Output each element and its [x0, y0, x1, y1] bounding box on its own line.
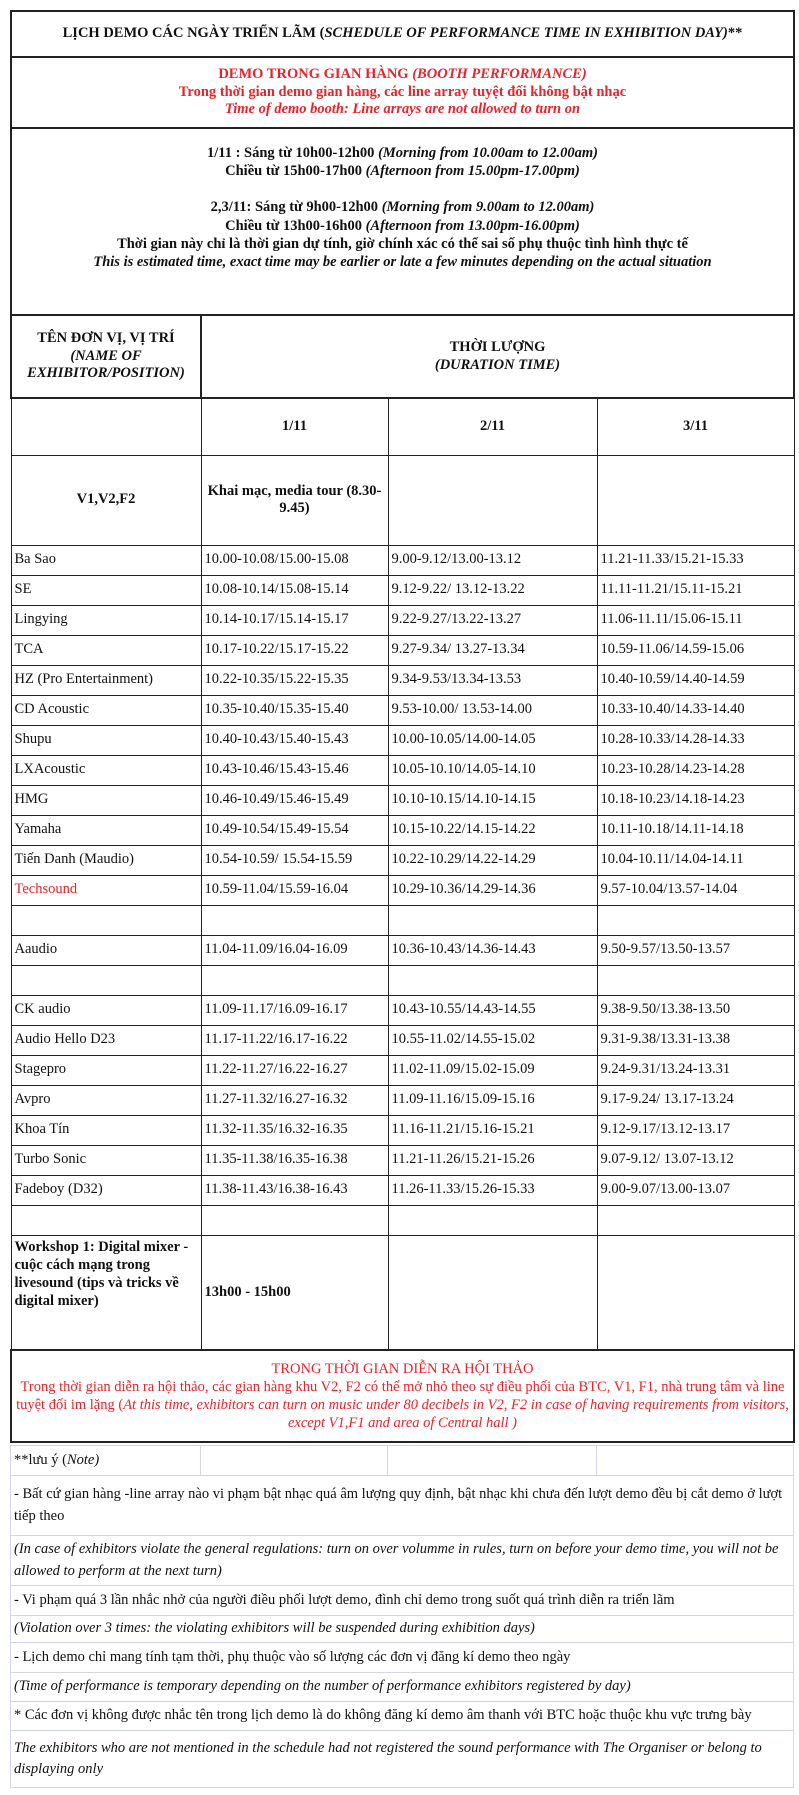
time-slot-d1: 11.27-11.32/16.27-16.32 — [201, 1085, 388, 1115]
exhibitor-row — [11, 965, 794, 995]
exhibitor-row — [11, 1115, 794, 1145]
exhibitor-row — [11, 1145, 794, 1175]
exhibitor-row — [11, 1055, 794, 1085]
time-slot-d1 — [201, 965, 388, 995]
booth-performance-section — [11, 57, 794, 128]
note-text: - Lịch demo chỉ mang tính tạm thời, phụ thuộc vào số lượng các đơn vị đăng kí demo theo ngày — [11, 1643, 794, 1673]
opening-row-name: V1,V2,F2 — [11, 455, 201, 545]
time-slot-d3 — [597, 965, 794, 995]
title-vi: LỊCH DEMO CÁC NGÀY TRIỂN LÃM ( — [62, 25, 325, 42]
exhibitor-name: Fadeboy (D32) — [11, 1175, 201, 1205]
time-slot-d1: 10.40-10.43/15.40-15.43 — [201, 725, 388, 755]
date-header-day2: 2/11 — [388, 398, 597, 455]
time-slot-d3 — [597, 905, 794, 935]
exhibitor-row — [11, 935, 794, 965]
opening-row-day2 — [388, 455, 597, 545]
exhibitor-name: Yamaha — [11, 815, 201, 845]
title-en: SCHEDULE OF PERFORMANCE TIME IN EXHIBITION DAY) — [324, 25, 728, 42]
exhibitor-header-vi: TÊN ĐƠN VỊ, VỊ TRÍ — [37, 330, 175, 347]
time-slot-d2: 10.15-10.22/14.15-14.22 — [388, 815, 597, 845]
time-slot-d2: 10.22-10.29/14.22-14.29 — [388, 845, 597, 875]
time-slot-d1: 11.22-11.27/16.22-16.27 — [201, 1055, 388, 1085]
exhibitor-name: CD Acoustic — [11, 695, 201, 725]
time-slot-d1: 11.17-11.22/16.17-16.22 — [201, 1025, 388, 1055]
day1-afternoon-en: (Afternoon from 15.00pm-17.00pm) — [365, 163, 580, 180]
exhibitor-name: SE — [11, 575, 201, 605]
duration-column-header — [201, 315, 794, 398]
exhibitor-row — [11, 1025, 794, 1055]
exhibitor-name: HZ (Pro Entertainment) — [11, 665, 201, 695]
time-slot-d2: 9.00-9.12/13.00-13.12 — [388, 545, 597, 575]
note-text: * Các đơn vị không được nhắc tên trong lịch demo là do không đăng kí demo âm thanh với BTC hoặc thuộc khu vực trưng bày — [11, 1702, 794, 1731]
day1-morning-en: (Morning from 10.00am to 12.00am) — [378, 145, 598, 161]
time-slot-d1: 10.54-10.59/ 15.54-15.59 — [201, 845, 388, 875]
time-slot-d3: 9.38-9.50/13.38-13.50 — [597, 995, 794, 1025]
notes-blank — [388, 1446, 597, 1476]
exhibitor-row — [11, 785, 794, 815]
time-slot-d2: 9.22-9.27/13.22-13.27 — [388, 605, 597, 635]
opening-row-day3 — [597, 455, 794, 545]
time-slot-d3: 11.21-11.33/15.21-15.33 — [597, 545, 794, 575]
time-slot-d2: 11.26-11.33/15.26-15.33 — [388, 1175, 597, 1205]
opening-row-day1: Khai mạc, media tour (8.30-9.45) — [201, 455, 388, 545]
time-slot-d1: 11.09-11.17/16.09-16.17 — [201, 995, 388, 1025]
note-row — [11, 1536, 794, 1586]
note-row — [11, 1476, 794, 1536]
booth-heading-en: (BOOTH PERFORMANCE) — [412, 66, 587, 83]
time-slot-d2: 9.12-9.22/ 13.12-13.22 — [388, 575, 597, 605]
time-slot-d3: 10.59-11.06/14.59-15.06 — [597, 635, 794, 665]
exhibitor-name — [11, 905, 201, 935]
time-slot-d3: 9.24-9.31/13.24-13.31 — [597, 1055, 794, 1085]
time-slot-d3: 9.17-9.24/ 13.17-13.24 — [597, 1085, 794, 1115]
time-slot-d3: 11.06-11.11/15.06-15.11 — [597, 605, 794, 635]
time-slot-d3: 10.33-10.40/14.33-14.40 — [597, 695, 794, 725]
time-slot-d2: 11.02-11.09/15.02-15.09 — [388, 1055, 597, 1085]
exhibitor-row — [11, 725, 794, 755]
note-text: (In case of exhibitors violate the general regulations: turn on over volumme in rules, turn on before your demo time, you will not be allowed to perform at the next turn) — [11, 1536, 794, 1586]
date-header-day1: 1/11 — [201, 398, 388, 455]
time-slot-d3: 9.50-9.57/13.50-13.57 — [597, 935, 794, 965]
duration-header-en: (DURATION TIME) — [434, 356, 561, 373]
exhibitor-name: Lingying — [11, 605, 201, 635]
exhibitor-row — [11, 875, 794, 905]
notes-table — [10, 1445, 794, 1788]
exhibitor-row — [11, 695, 794, 725]
time-slot-d1: 10.59-11.04/15.59-16.04 — [201, 875, 388, 905]
seminar-body-en: At this time, exhibitors can turn on music under 80 decibels in V2, F2 in case of having requirements from visitors, except V1,F1 and area of Central hall ) — [123, 1397, 789, 1432]
time-slot-d3: 10.18-10.23/14.18-14.23 — [597, 785, 794, 815]
exhibitor-rows — [11, 545, 794, 1235]
time-slot-d2: 10.36-10.43/14.36-14.43 — [388, 935, 597, 965]
time-slot-d1: 10.46-10.49/15.46-15.49 — [201, 785, 388, 815]
time-slot-d3: 9.31-9.38/13.31-13.38 — [597, 1025, 794, 1055]
note-row — [11, 1616, 794, 1643]
notes-blank — [597, 1446, 794, 1476]
exhibitor-name — [11, 1205, 201, 1235]
time-slot-d1: 10.49-10.54/15.49-15.54 — [201, 815, 388, 845]
booth-rule-en: Time of demo booth: Line arrays are not allowed to turn on — [224, 101, 581, 118]
note-row — [11, 1586, 794, 1616]
time-slot-d2: 10.05-10.10/14.05-14.10 — [388, 755, 597, 785]
time-slot-d3: 10.40-10.59/14.40-14.59 — [597, 665, 794, 695]
notes-label-en: Note) — [66, 1451, 100, 1468]
time-slot-d1: 11.04-11.09/16.04-16.09 — [201, 935, 388, 965]
workshop-row-name: Workshop 1: Digital mixer - cuộc cách mạng trong livesound (tips và tricks về digital mixer) — [11, 1235, 201, 1350]
time-slot-d1 — [201, 905, 388, 935]
time-slot-d1: 10.43-10.46/15.43-15.46 — [201, 755, 388, 785]
time-slot-d1: 10.14-10.17/15.14-15.17 — [201, 605, 388, 635]
notes-label — [11, 1446, 201, 1476]
time-slot-d1: 10.08-10.14/15.08-15.14 — [201, 575, 388, 605]
exhibitor-name: Shupu — [11, 725, 201, 755]
exhibitor-name: Aaudio — [11, 935, 201, 965]
time-slot-d2 — [388, 965, 597, 995]
exhibitor-name: HMG — [11, 785, 201, 815]
schedule-title — [11, 11, 794, 57]
exhibitor-name: TCA — [11, 635, 201, 665]
day23-afternoon-en: (Afternoon from 13.00pm-16.00pm) — [365, 217, 580, 234]
exhibitor-name: Turbo Sonic — [11, 1145, 201, 1175]
time-slot-d1: 11.38-11.43/16.38-16.43 — [201, 1175, 388, 1205]
exhibitor-row — [11, 905, 794, 935]
note-text: (Time of performance is temporary depending on the number of performance exhibitors registered by day) — [11, 1673, 794, 1702]
exhibitor-row — [11, 845, 794, 875]
time-slot-d2: 10.00-10.05/14.00-14.05 — [388, 725, 597, 755]
note-text: (Violation over 3 times: the violating exhibitors will be suspended during exhibition days) — [11, 1616, 794, 1643]
time-slot-d3: 10.23-10.28/14.23-14.28 — [597, 755, 794, 785]
exhibitor-name: Ba Sao — [11, 545, 201, 575]
time-slot-d2: 11.09-11.16/15.09-15.16 — [388, 1085, 597, 1115]
time-slot-d2 — [388, 905, 597, 935]
exhibitor-name — [11, 965, 201, 995]
time-slot-d3: 10.11-10.18/14.11-14.18 — [597, 815, 794, 845]
exhibitor-name: Avpro — [11, 1085, 201, 1115]
exhibitor-column-header — [11, 315, 201, 398]
exhibitor-row — [11, 665, 794, 695]
exhibitor-row — [11, 575, 794, 605]
time-slot-d2: 10.55-11.02/14.55-15.02 — [388, 1025, 597, 1055]
exhibitor-row — [11, 545, 794, 575]
exhibitor-name: LXAcoustic — [11, 755, 201, 785]
exhibitor-row — [11, 995, 794, 1025]
time-slot-d3: 11.11-11.21/15.11-15.21 — [597, 575, 794, 605]
note-row — [11, 1731, 794, 1788]
notes-blank — [201, 1446, 388, 1476]
note-row — [11, 1643, 794, 1673]
workshop-row-day3 — [597, 1235, 794, 1350]
time-slot-d3: 9.12-9.17/13.12-13.17 — [597, 1115, 794, 1145]
exhibitor-row — [11, 755, 794, 785]
time-slot-d2: 9.53-10.00/ 13.53-14.00 — [388, 695, 597, 725]
exhibitor-header-en: (NAME OF EXHIBITOR/POSITION) — [27, 347, 185, 382]
booth-rule-vi: Trong thời gian demo gian hàng, các line array tuyệt đối không bật nhạc — [178, 83, 627, 100]
day23-morning: : Sáng từ 9h00-12h00 — [246, 199, 382, 216]
time-slot-d2: 9.34-9.53/13.34-13.53 — [388, 665, 597, 695]
date-header-day3: 3/11 — [597, 398, 794, 455]
exhibitor-name: Techsound — [11, 875, 201, 905]
seminar-heading: TRONG THỜI GIAN DIỄN RA HỘI THẢO — [271, 1360, 534, 1377]
day23-morning-en: (Morning from 9.00am to 12.00am) — [381, 199, 595, 216]
note-row — [11, 1673, 794, 1702]
schedule-table — [10, 10, 795, 1443]
exhibitor-row — [11, 605, 794, 635]
time-slot-d2: 10.43-10.55/14.43-14.55 — [388, 995, 597, 1025]
time-slot-d2: 9.27-9.34/ 13.27-13.34 — [388, 635, 597, 665]
exhibitor-name: Khoa Tín — [11, 1115, 201, 1145]
time-slot-d1: 10.00-10.08/15.00-15.08 — [201, 545, 388, 575]
note-text: - Bất cứ gian hàng -line array nào vi phạm bật nhạc quá âm lượng quy định, bật nhạc khi chưa đến lượt demo đều bị cắt demo ở lượt tiếp theo — [11, 1476, 794, 1536]
time-slot-d3: 9.57-10.04/13.57-14.04 — [597, 875, 794, 905]
demo-times-section — [11, 128, 794, 315]
time-slot-d3: 9.00-9.07/13.00-13.07 — [597, 1175, 794, 1205]
exhibitor-row — [11, 1175, 794, 1205]
time-slot-d3: 9.07-9.12/ 13.07-13.12 — [597, 1145, 794, 1175]
workshop-row-day2 — [388, 1235, 597, 1350]
notes-label-vi: **lưu ý ( — [14, 1451, 67, 1468]
day1-afternoon: Chiều từ 15h00-17h00 — [225, 163, 366, 180]
exhibitor-name: CK audio — [11, 995, 201, 1025]
exhibitor-name: Tiến Danh (Maudio) — [11, 845, 201, 875]
estimate-note-vi: Thời gian này chỉ là thời gian dự tính, giờ chính xác có thể sai số phụ thuộc tình hình thực tế — [117, 235, 688, 252]
time-slot-d2: 11.16-11.21/15.16-15.21 — [388, 1115, 597, 1145]
booth-heading-vi: DEMO TRONG GIAN HÀNG — [218, 66, 413, 83]
time-slot-d3: 10.04-10.11/14.04-14.11 — [597, 845, 794, 875]
note-text: The exhibitors who are not mentioned in the schedule had not registered the sound performance with The Organiser or belong to displaying only — [11, 1731, 794, 1788]
date-header-blank — [11, 398, 201, 455]
seminar-body-vi: Trong thời gian diễn ra hội thảo, các gian hàng khu V2, F2 có thể mở nhỏ theo sự điều phối của BTC, V1, F1, nhà trung tâm và line tuyệt đối im lặng ( — [16, 1378, 785, 1413]
time-slot-d2: 11.21-11.26/15.21-15.26 — [388, 1145, 597, 1175]
workshop-row-day1: 13h00 - 15h00 — [201, 1235, 388, 1350]
time-slot-d1: 10.35-10.40/15.35-15.40 — [201, 695, 388, 725]
duration-header-vi: THỜI LƯỢNG — [449, 339, 546, 356]
time-slot-d1 — [201, 1205, 388, 1235]
title-suffix: ** — [727, 25, 743, 42]
time-slot-d3: 10.28-10.33/14.28-14.33 — [597, 725, 794, 755]
exhibitor-name: Stagepro — [11, 1055, 201, 1085]
time-slot-d2: 10.29-10.36/14.29-14.36 — [388, 875, 597, 905]
exhibitor-name: Audio Hello D23 — [11, 1025, 201, 1055]
day23-afternoon: Chiều từ 13h00-16h00 — [225, 217, 366, 234]
exhibitor-row — [11, 1205, 794, 1235]
estimate-note-en: This is estimated time, exact time may be earlier or late a few minutes depending on the actual situation — [93, 253, 712, 270]
seminar-section — [11, 1350, 794, 1442]
day23-label: 2,3/11 — [210, 199, 247, 216]
time-slot-d1: 11.32-11.35/16.32-16.35 — [201, 1115, 388, 1145]
time-slot-d1: 10.17-10.22/15.17-15.22 — [201, 635, 388, 665]
time-slot-d2: 10.10-10.15/14.10-14.15 — [388, 785, 597, 815]
note-row — [11, 1702, 794, 1731]
time-slot-d3 — [597, 1205, 794, 1235]
time-slot-d2 — [388, 1205, 597, 1235]
day1-morning: 1/11 : Sáng từ 10h00-12h00 — [207, 145, 379, 161]
exhibitor-row — [11, 815, 794, 845]
time-slot-d1: 10.22-10.35/15.22-15.35 — [201, 665, 388, 695]
time-slot-d1: 11.35-11.38/16.35-16.38 — [201, 1145, 388, 1175]
exhibitor-row — [11, 1085, 794, 1115]
note-text: - Vi phạm quá 3 lần nhắc nhở của người điều phối lượt demo, đình chỉ demo trong suốt quá trình diễn ra triển lãm — [11, 1586, 794, 1616]
exhibitor-row — [11, 635, 794, 665]
